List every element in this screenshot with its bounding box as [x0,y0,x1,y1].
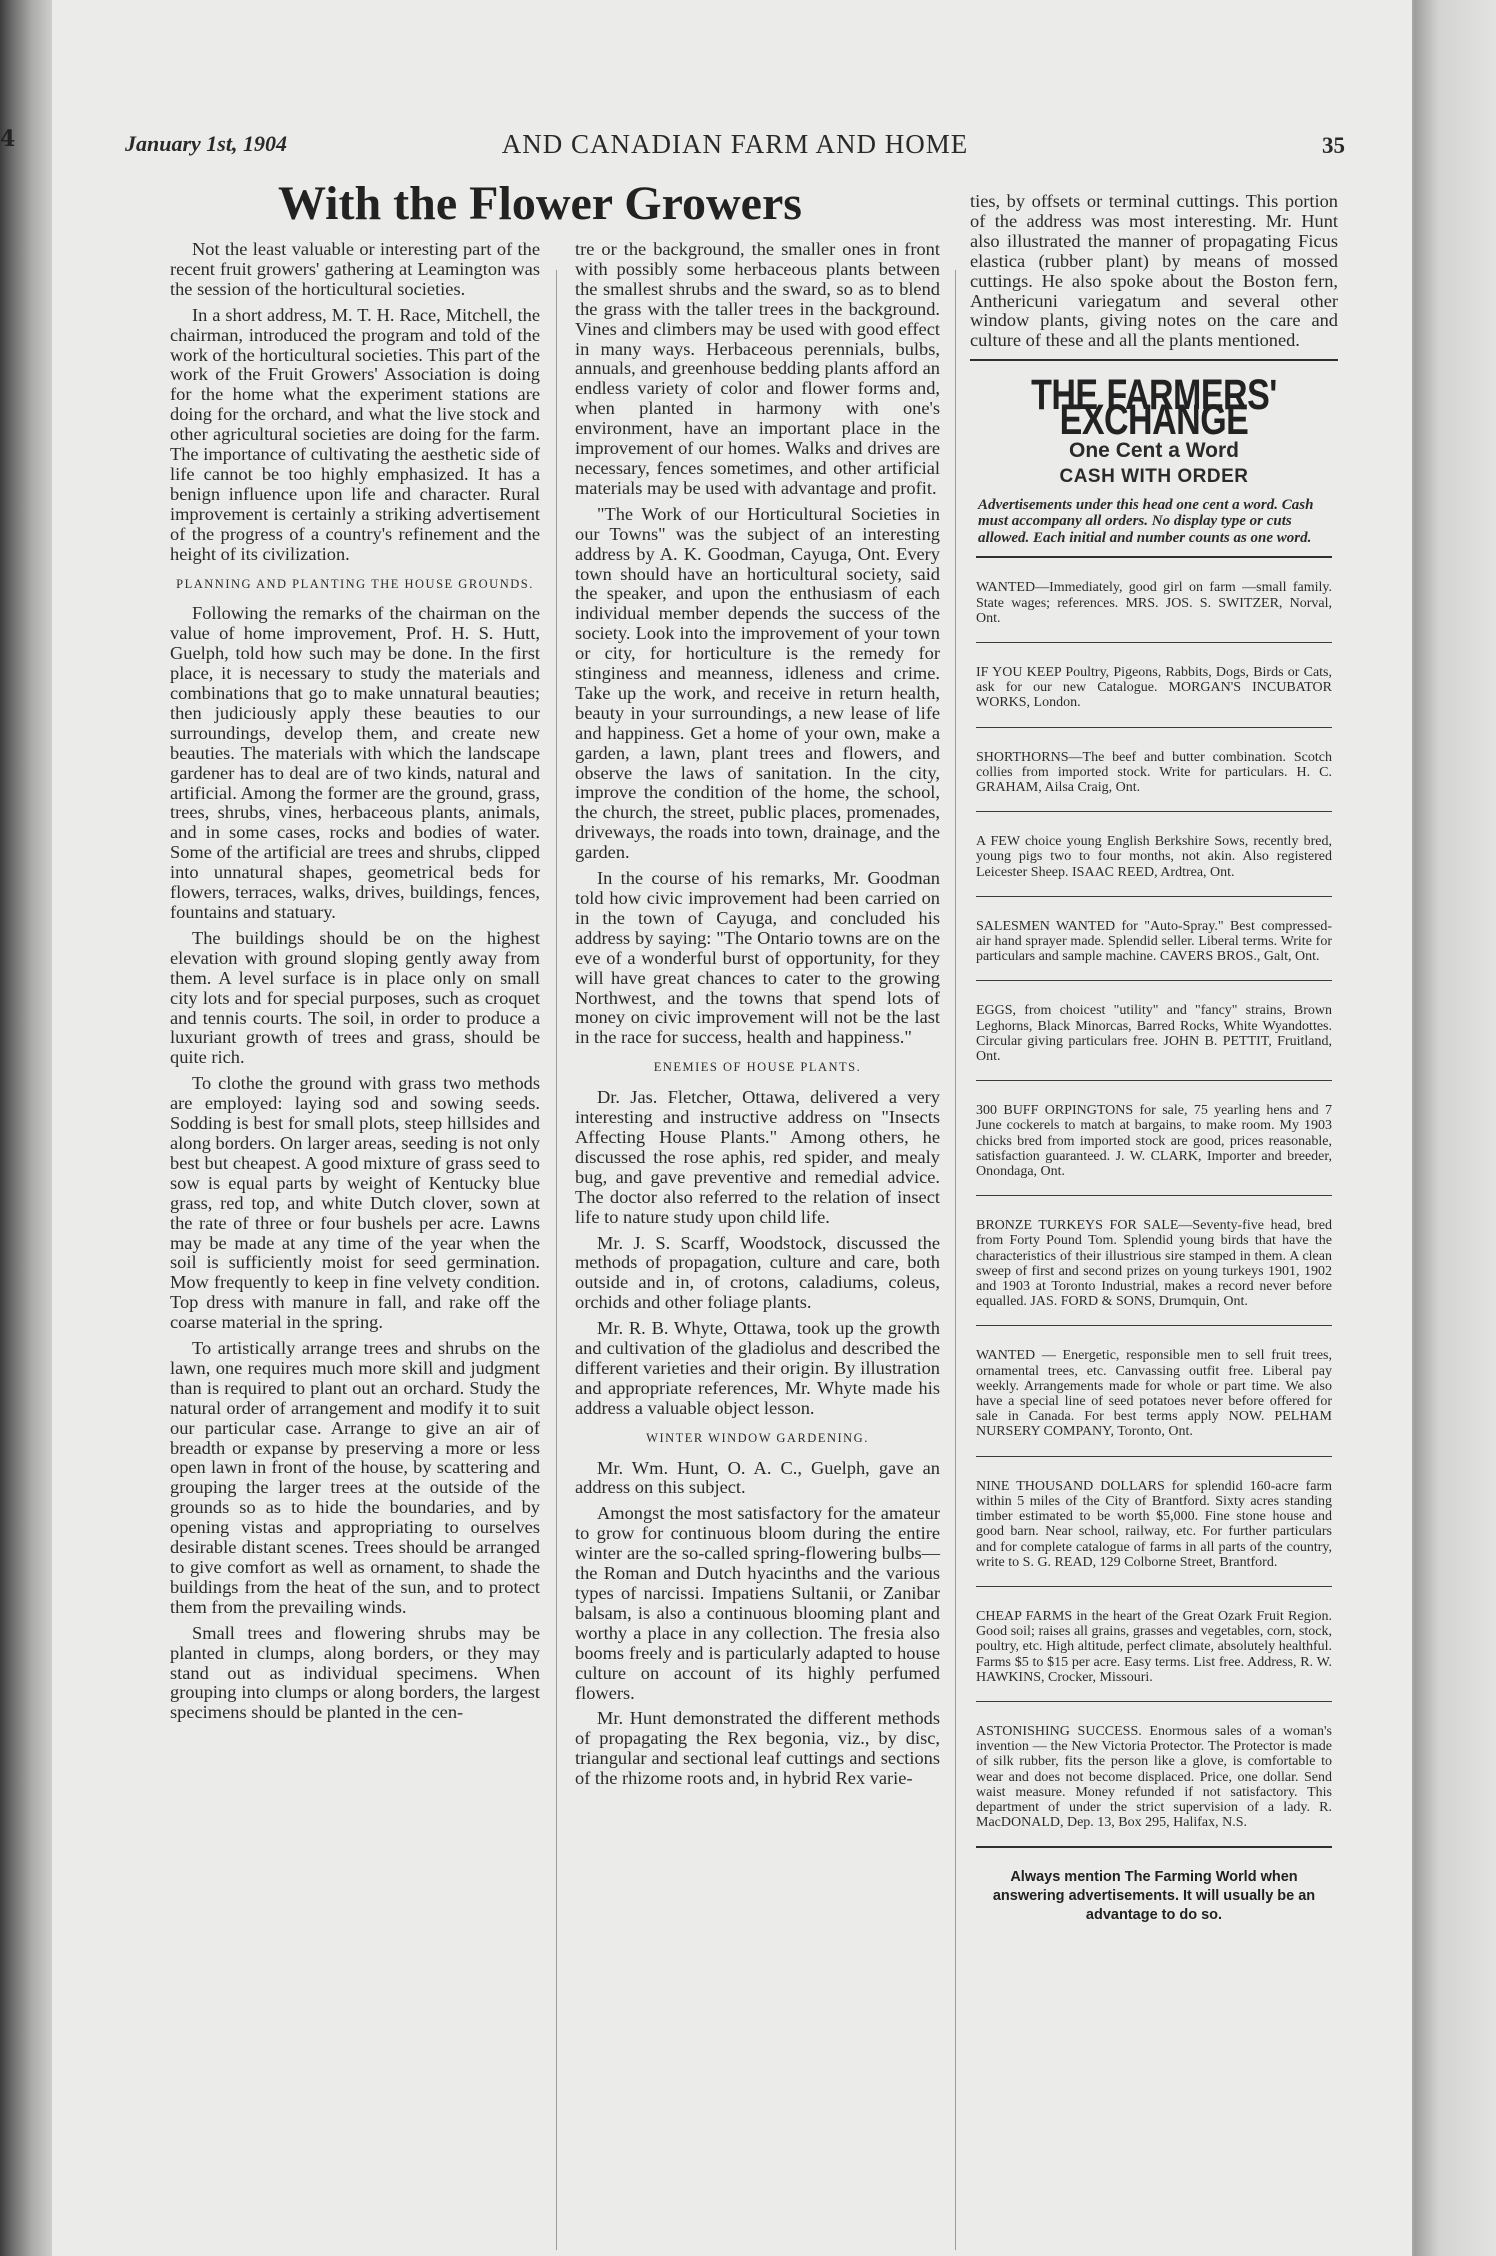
issue-date: January 1st, 1904 [125,131,287,156]
article-column-1 [170,240,540,1729]
section-subhead: PLANNING AND PLANTING THE HOUSE GROUNDS. [176,576,534,591]
paragraph: Mr. Wm. Hunt, O. A. C., Guelph, gave an address on this subject. [575,1457,940,1498]
previous-page-edge [0,0,52,2256]
paragraph: Mr. J. S. Scarff, Woodstock, discussed the methods of propagation, culture and care, both outside and in, of crotons, caladiums, coleus, orchids and other foliage plants. [575,1232,940,1313]
section-subhead: ENEMIES OF HOUSE PLANTS. [653,1060,862,1075]
advertising-footer-note: Always mention The Farming World when answering advertisements. It will usually be an advantage to do so. [992,1869,1316,1924]
exchange-title: THE FARMERS' EXCHANGE [1031,371,1277,445]
article-title: With the Flower Growers [278,177,802,230]
classified-ad: IF YOU KEEP Poultry, Pigeons, Rabbits, Dogs, Birds or Cats, ask for our new Catalogue. MORGAN'S INCUBATOR WORKS, London. [976,642,1332,727]
paragraph: To artistically arrange trees and shrubs on the lawn, one requires much more skill and judgment than is required to plant out an orchard. Study the natural order of arrangement and modify it to suit our particular case. Arrange to give an air of breadth or expanse by preserving a more or less open lawn in front of the house, by scattering and grouping the larger trees at the outside of the grounds so as to hide the boundaries, and by opening vistas and appropriating to ourselves desirable distant scenes. Trees should be arranged to give comfort as well as ornament, to shade the buildings from the heat of the sun, and to protect them from the prevailing winds. [170,1338,540,1617]
page-number: 35 [1322,133,1345,158]
column-rule [955,270,956,2250]
paragraph: The buildings should be on the highest elevation with ground sloping gently away from them. A level surface is in place only on small city lots and for special purposes, such as croquet and tennis courts. The soil, in order to produce a luxuriant growth of trees and grass, should be quite rich. [170,927,540,1068]
column-rule [556,270,557,2250]
running-head [125,127,1345,167]
classified-ad: BRONZE TURKEYS FOR SALE—Seventy-five head, bred from Forty Pound Tom. Splendid young birds that have the characteristics of their illustrious sire stamped in them. A clean sweep of first and second prizes on young turkeys 1901, 1902 and 1903 at Toronto Industrial, makes a record never before equalled. JAS. FORD & SONS, Drumquin, Ont. [976,1195,1332,1325]
paragraph: Amongst the most satisfactory for the amateur to grow for continuous bloom during the entire winter are the so-called spring-flowering bulbs—the Roman and Dutch hyacinths and the various types of narcissi. Impatiens Sultanii, or Zanibar balsam, is also a continuous blooming plant and worthy a place in any collection. The fresia also booms freely and is particularly adapted to house culture on account of its highly perfumed flowers. [575,1503,940,1703]
article-column-3 [970,192,1338,1925]
paragraph: Dr. Jas. Fletcher, Ottawa, delivered a very interesting and instructive address on "Insects Affecting House Plants." Among others, he discussed the rose aphis, red spider, and mealy bug, and gave preventive and remedial advice. The doctor also referred to the relation of insect life to nature study upon child life. [575,1087,940,1227]
section-subhead: WINTER WINDOW GARDENING. [646,1430,869,1445]
paragraph: Not the least valuable or interesting part of the recent fruit growers' gathering at Leamington was the session of the horticultural societies. [170,239,540,299]
previous-page-number: 4 [0,126,16,152]
classified-ad: SHORTHORNS—The beef and butter combination. Scotch collies from imported stock. Write for particulars. H. C. GRAHAM, Ailsa Craig, Ont. [976,727,1332,812]
paragraph: "The Work of our Horticultural Societies in our Towns" was the subject of an interesting address by A. K. Goodman, Cayuga, Ont. Every town should have an horticultural society, said the speaker, and upon the enthusiasm of each individual member depends the success of the society. Look into the improvement of your town or city, for horticulture is the remedy for stinginess and meanness, idleness and crime. Take up the work, and receive in return health, beauty in your surroundings, a new lease of life and happiness. Get a home of your own, make a garden, a lawn, plant trees and flowers, and observe the laws of sanitation. In the city, improve the condition of the home, the school, the church, the street, public places, promenades, driveways, the roads into town, drainage, and the garden. [575,503,940,863]
paragraph: In a short address, M. T. H. Race, Mitchell, the chairman, introduced the program and told of the work of the horticultural societies. This part of the work of the Fruit Growers' Association is doing for the home what the experiment stations are doing for the orchard, and what the live stock and other agricultural societies are doing for the farm. The importance of cultivating the aesthetic side of life cannot be too highly emphasized. It has a benign influence upon life and character. Rural improvement is certainly a striking advertisement of the progress of a country's refinement and the height of its civilization. [170,304,540,564]
classified-ad: EGGS, from choicest "utility" and "fancy" strains, Brown Leghorns, Black Minorcas, Barred Rocks, White Wyandottes. Circular giving particulars free. JOHN B. PETTIT, Fruitland, Ont. [976,980,1332,1080]
classified-ad: 300 BUFF ORPINGTONS for sale, 75 yearling hens and 7 June cockerels to match at bargains, to make room. My 1903 chicks bred from imported stock are good, prices reasonable, satisfaction guaranteed. J. W. CLARK, Importer and breeder, Onondaga, Ont. [976,1080,1332,1195]
exchange-rate: One Cent a Word [1069,439,1239,463]
article-column-2 [575,240,940,1795]
classified-ad: ASTONISHING SUCCESS. Enormous sales of a woman's invention — the New Victoria Protector. The Protector is made of silk rubber, fits the person like a glove, is comfortable to wear and does not become displaced. Price, one dollar. Send waist measure. Money refunded if not satisfactory. This department of under the strict supervision of a lady. R. MacDONALD, Dep. 13, Box 295, Halifax, N.S. [976,1701,1332,1848]
classified-ad: A FEW choice young English Berkshire Sows, recently bred, young pigs two to four months, not akin. Also registered Leicester Sheep. ISAAC REED, Ardtrea, Ont. [976,811,1332,896]
paragraph: Following the remarks of the chairman on the value of home improvement, Prof. H. S. Hutt, Guelph, told how such may be done. In the first place, it is necessary to study the materials and combinations that go to make unnatural beauties; then judiciously apply these beauties to our surroundings, develop them, and create new beauties. The materials with which the landscape gardener has to deal are of two kinds, natural and artificial. Among the former are the ground, grass, trees, shrubs, vines, herbaceous plants, animals, and in some cases, rocks and bodies of water. Some of the artificial are trees and shrubs, clipped into unnatural shapes, geometrical beds for flowers, terraces, walks, drives, buildings, fences, fountains and statuary. [170,603,540,922]
classified-ad: WANTED—Immediately, good girl on farm —small family. State wages; references. MRS. JOS. S. SWITZER, Norval, Ont. [976,556,1332,642]
classified-ad: SALESMEN WANTED for "Auto-Spray." Best compressed-air hand sprayer made. Splendid seller. Liberal terms. Write for particulars and sample machine. CAVERS BROS., Galt, Ont. [976,896,1332,981]
paragraph: tre or the background, the smaller ones in front with possibly some herbaceous plants between the smallest shrubs and the sward, so as to blend the grass with the taller trees in the background. Vines and climbers may be used with good effect in many ways. Herbaceous perennials, bulbs, annuals, and greenhouse bedding plants afford an endless variety of color and flower forms and, when planted in harmony with one's environment, have an important place in the improvement of our homes. Walks and drives are necessary, fences sometimes, and other artificial materials may be used with advantage and profit. [575,239,940,498]
page-fold-shadow [1414,0,1496,2256]
classified-ad: WANTED — Energetic, responsible men to sell fruit trees, ornamental trees, etc. Canvassing outfit free. Liberal pay weekly. Arrangements made for whole or part time. We also have a special line of seed potatoes never before offered for sale in Canada. For best terms apply NOW. PELHAM NURSERY COMPANY, Toronto, Ont. [976,1325,1332,1455]
paragraph: ties, by offsets or terminal cuttings. This portion of the address was most interesting. Mr. Hunt also illustrated the manner of propagating Ficus elastica (rubber plant) by means of mossed cuttings. He also spoke about the Boston fern, Anthericuni variegatum and several other window plants, giving notes on the care and culture of these and all the plants mentioned. [970,191,1338,351]
paragraph: To clothe the ground with grass two methods are employed: laying sod and sowing seeds. Sodding is best for small plots, steep hillsides and along borders. On larger areas, seeding is not only best but cheapest. A good mixture of grass seed to sow is equal parts by weight of Kentucky blue grass, red top, and white Dutch clover, sown at the rate of three or four bushels per acre. Lawns may be made at any time of the year when the soil is sufficiently moist for seed germination. Mow frequently to keep in fine velvety condition. Top dress with manure in fall, and rake off the coarse material in the spring. [170,1073,540,1333]
section-divider [970,359,1338,361]
exchange-note: Advertisements under this head one cent a word. Cash must accompany all orders. No display type or cuts allowed. Each initial and number counts as one word. [978,496,1314,546]
paragraph: In the course of his remarks, Mr. Goodman told how civic improvement had been carried on in the town of Cayuga, and concluded his address by saying: "The Ontario towns are on the eve of a wonderful burst of opportunity, for they will have great chances to cater to the growing Northwest, and the towns that spend lots of money on civic improvement will not be the last in the race for success, health and happiness." [575,868,940,1048]
classified-ad: NINE THOUSAND DOLLARS for splendid 160-acre farm within 5 miles of the City of Brantford. Sixty acres standing timber estimated to be worth $5,000. Fine stone house and good barn. Near school, railway, etc. For further particulars and for complete catalogue of farms in all parts of the country, write to S. G. READ, 129 Colborne Street, Brantford. [976,1456,1332,1586]
exchange-terms: CASH WITH ORDER [1059,465,1249,487]
paragraph: Mr. R. B. Whyte, Ottawa, took up the growth and cultivation of the gladiolus and described the different varieties and their origin. By illustration and appropriate references, Mr. Whyte made his address a valuable object lesson. [575,1318,940,1418]
classified-ad: CHEAP FARMS in the heart of the Great Ozark Fruit Region. Good soil; raises all grains, grasses and vegetables, corn, stock, poultry, etc. High altitude, perfect climate, absolutely healthful. Farms $5 to $15 per acre. Easy terms. List free. Address, R. W. HAWKINS, Crocker, Missouri. [976,1586,1332,1701]
paragraph: Small trees and flowering shrubs may be planted in clumps, along borders, or they may stand out as individual specimens. When grouping into clumps or along borders, the largest specimens should be planted in the cen- [170,1622,540,1723]
paragraph: Mr. Hunt demonstrated the different methods of propagating the Rex begonia, viz., by disc, triangular and sectional leaf cuttings and sections of the rhizome roots and, in hybrid Rex varie- [575,1708,940,1789]
publication-title: AND CANADIAN FARM AND HOME [501,129,969,159]
